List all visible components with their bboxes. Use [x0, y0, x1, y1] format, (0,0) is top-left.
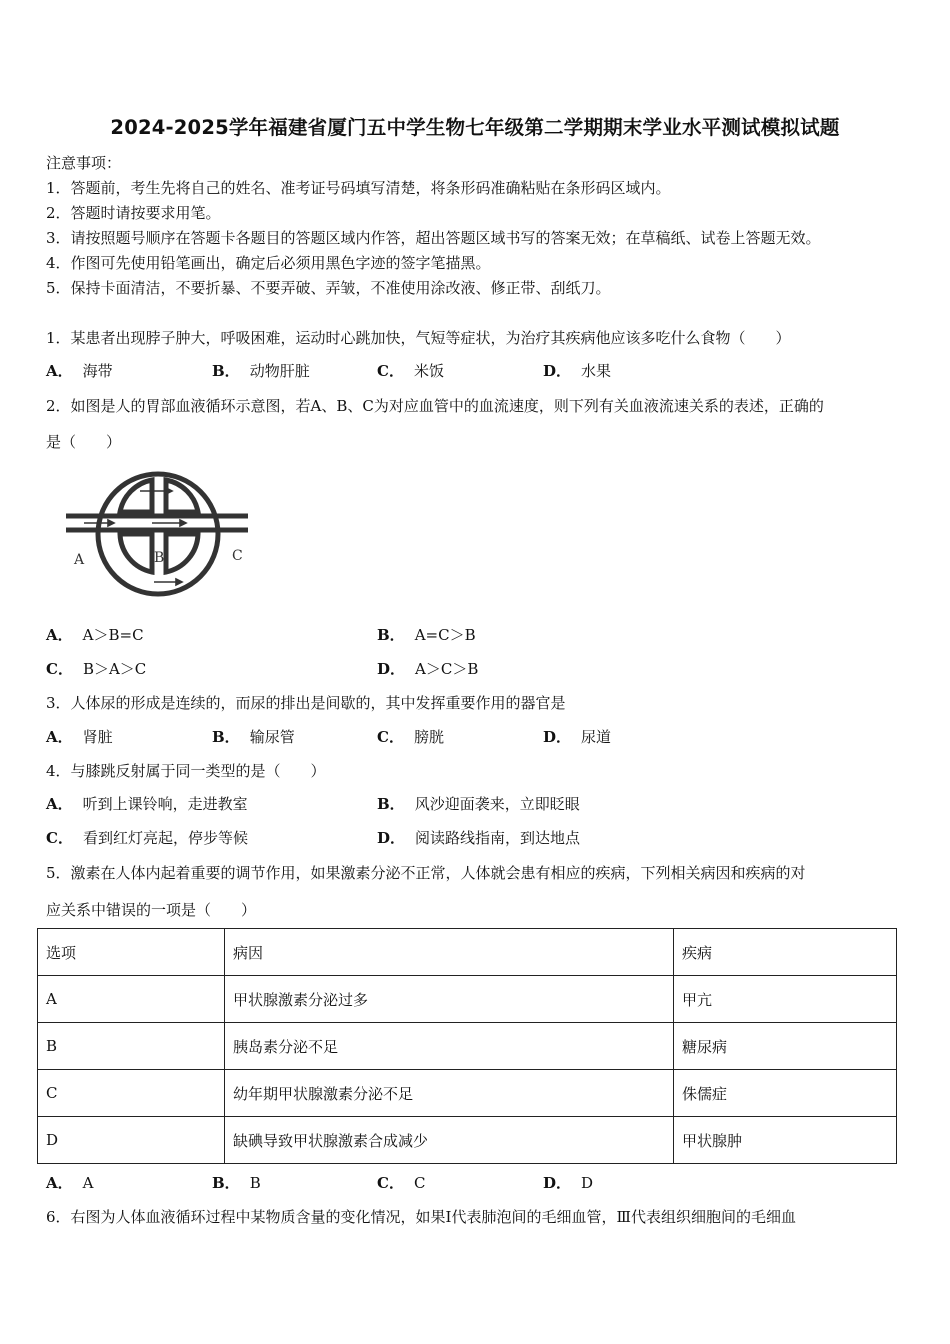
- table-header: 病因: [225, 929, 674, 976]
- option-key: C．: [46, 829, 73, 847]
- option-key: C．: [377, 1174, 404, 1192]
- table-cell: C: [38, 1070, 225, 1117]
- hormone-disease-table: [37, 928, 897, 1164]
- table-cell: 侏儒症: [674, 1070, 897, 1117]
- q2-option-a: [46, 624, 144, 645]
- option-key: A．: [46, 728, 73, 746]
- option-text: C: [413, 1174, 426, 1192]
- table-cell: D: [38, 1117, 225, 1164]
- notice-item: 5．保持卡面清洁，不要折暴、不要弄破、弄皱，不准使用涂改液、修正带、刮纸刀。: [46, 279, 611, 297]
- option-key: B．: [212, 728, 240, 746]
- question-2-stem: 2．如图是人的胃部血液循环示意图，若A、B、C为对应血管中的血流速度，则下列有关血液流速关系的表述，正确的: [46, 397, 824, 415]
- question-5-stem-cont: 应关系中错误的一项是（ ）: [46, 901, 257, 919]
- option-text: D: [581, 1174, 594, 1192]
- table-row: [38, 1117, 897, 1164]
- table-cell: 甲状腺激素分泌过多: [225, 976, 674, 1023]
- q1-option-b: [212, 360, 310, 381]
- q5-option-a: [46, 1172, 93, 1193]
- figure-label-c: C: [232, 548, 243, 564]
- question-1-stem: 1．某患者出现脖子肿大，呼吸困难，运动时心跳加快，气短等症状，为治疗其疾病他应该多吃什么食物（ ）: [46, 329, 791, 347]
- question-2-stem-cont: 是（ ）: [46, 433, 122, 451]
- option-key: C．: [377, 728, 404, 746]
- option-text: 膀胱: [413, 728, 444, 746]
- q1-option-d: [543, 360, 611, 381]
- option-text: 风沙迎面袭来，立即眨眼: [414, 795, 580, 813]
- table-cell: 糖尿病: [674, 1023, 897, 1070]
- table-cell: 缺碘导致甲状腺激素合成减少: [225, 1117, 674, 1164]
- option-key: C．: [377, 362, 404, 380]
- figure-label-a: A: [74, 552, 85, 568]
- notice-item: 2．答题时请按要求用笔。: [46, 204, 221, 222]
- table-cell: 幼年期甲状腺激素分泌不足: [225, 1070, 674, 1117]
- table-header: 疾病: [674, 929, 897, 976]
- option-key: B．: [212, 362, 240, 380]
- option-key: D．: [543, 362, 572, 380]
- option-key: A．: [46, 1174, 73, 1192]
- notice-item: 3．请按照题号顺序在答题卡各题目的答题区域内作答，超出答题区域书写的答案无效；在草稿纸、试卷上答题无效。: [46, 229, 821, 247]
- table-cell: B: [38, 1023, 225, 1070]
- table-cell: 甲状腺肿: [674, 1117, 897, 1164]
- option-key: D．: [377, 829, 406, 847]
- notice-item: 1．答题前，考生先将自己的姓名、准考证号码填写清楚，将条形码准确粘贴在条形码区域内。: [46, 179, 671, 197]
- option-key: B．: [212, 1174, 240, 1192]
- question-4-stem: 4．与膝跳反射属于同一类型的是（ ）: [46, 762, 326, 780]
- q4-option-a: [46, 793, 248, 814]
- option-key: A．: [46, 626, 73, 644]
- q5-option-c: [377, 1172, 425, 1193]
- option-key: D．: [543, 728, 572, 746]
- q3-option-a: [46, 726, 113, 747]
- option-text: 动物肝脏: [249, 362, 310, 380]
- q3-option-d: [543, 726, 611, 747]
- option-key: B．: [377, 626, 405, 644]
- question-5-stem: 5．激素在人体内起着重要的调节作用，如果激素分泌不正常，人体就会患有相应的疾病，下列相关病因和疾病的对: [46, 864, 806, 882]
- notice-item: 4．作图可先使用铅笔画出，确定后必须用黑色字迹的签字笔描黑。: [46, 254, 491, 272]
- option-text: 米饭: [413, 362, 444, 380]
- option-key: B．: [377, 795, 405, 813]
- figure-label-b: B: [154, 550, 165, 566]
- table-header-row: [38, 929, 897, 976]
- q4-option-c: [46, 827, 248, 848]
- option-text: A: [82, 1174, 94, 1192]
- table-cell: 胰岛素分泌不足: [225, 1023, 674, 1070]
- q1-option-c: [377, 360, 444, 381]
- table-row: [38, 1070, 897, 1117]
- option-text: 看到红灯亮起，停步等候: [82, 829, 248, 847]
- q2-option-c: [46, 658, 146, 679]
- option-text: 肾脏: [82, 728, 113, 746]
- page-title: 2024-2025学年福建省厦门五中学生物七年级第二学期期末学业水平测试模拟试题: [110, 116, 840, 139]
- table-cell: 甲亢: [674, 976, 897, 1023]
- option-text: 阅读路线指南，到达地点: [415, 829, 581, 847]
- option-key: D．: [543, 1174, 572, 1192]
- option-text: 海带: [82, 362, 113, 380]
- option-text: 输尿管: [249, 728, 295, 746]
- option-text: A＞C＞B: [415, 660, 479, 678]
- q1-option-a: [46, 360, 113, 381]
- q5-option-b: [212, 1172, 261, 1193]
- option-text: 水果: [581, 362, 612, 380]
- q2-option-d: [377, 658, 478, 679]
- q4-option-b: [377, 793, 580, 814]
- table-row: [38, 976, 897, 1023]
- option-text: 听到上课铃响，走进教室: [82, 795, 248, 813]
- option-key: C．: [46, 660, 73, 678]
- question-3-stem: 3．人体尿的形成是连续的，而尿的排出是间歇的，其中发挥重要作用的器官是: [46, 694, 566, 712]
- stomach-blood-circulation-figure: [62, 468, 262, 598]
- option-key: A．: [46, 362, 73, 380]
- table-cell: A: [38, 976, 225, 1023]
- q2-option-b: [377, 624, 476, 645]
- option-text: B＞A＞C: [82, 660, 147, 678]
- q5-option-d: [543, 1172, 593, 1193]
- option-text: A＞B=C: [82, 626, 144, 644]
- option-text: 尿道: [581, 728, 612, 746]
- option-text: B: [249, 1174, 261, 1192]
- q4-option-d: [377, 827, 580, 848]
- option-key: A．: [46, 795, 73, 813]
- option-key: D．: [377, 660, 406, 678]
- table-header: 选项: [38, 929, 225, 976]
- q3-option-c: [377, 726, 444, 747]
- option-text: A=C＞B: [414, 626, 476, 644]
- table-row: [38, 1023, 897, 1070]
- question-6-stem: 6．右图为人体血液循环过程中某物质含量的变化情况，如果Ⅰ代表肺泡间的毛细血管，Ⅲ代表组织细胞间的毛细血: [46, 1208, 796, 1226]
- q3-option-b: [212, 726, 295, 747]
- notice-heading: 注意事项：: [46, 154, 122, 172]
